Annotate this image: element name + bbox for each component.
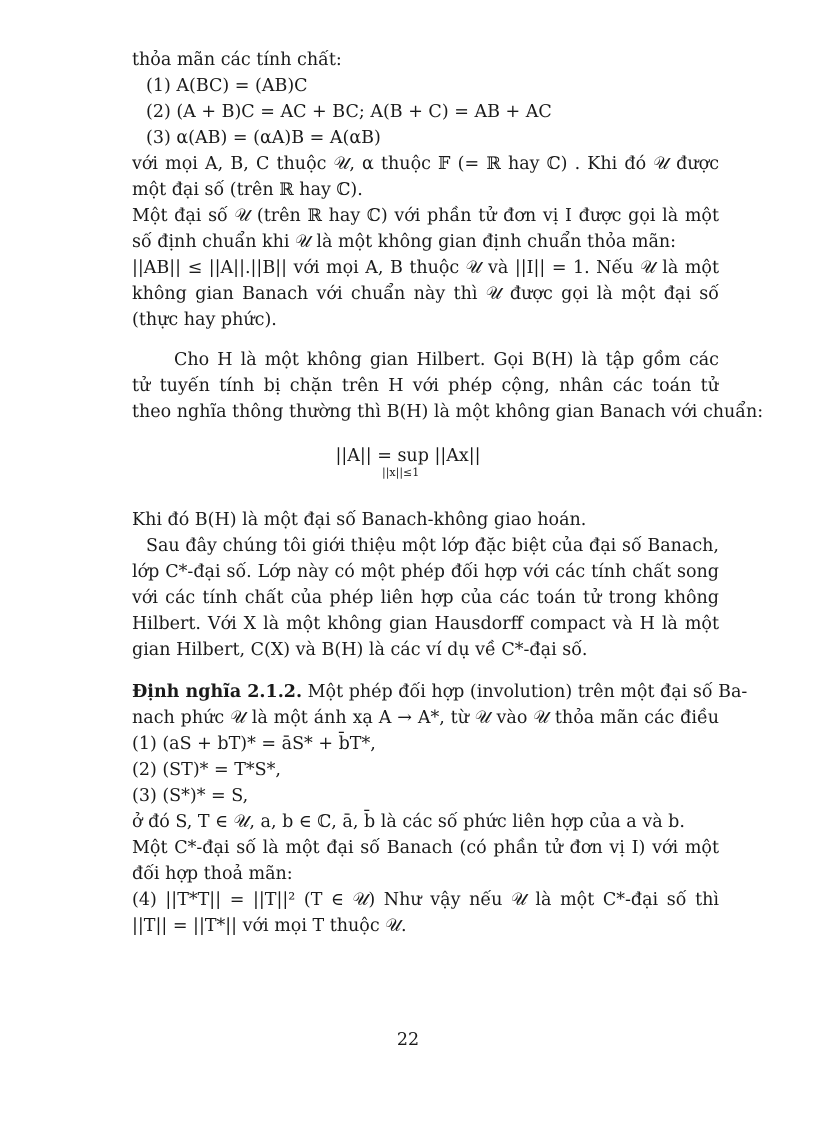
text-line: không gian Banach với chuẩn này thì 𝒰 được gọi là một đại số — [132, 284, 719, 304]
paragraph-start: Cho H là một không gian Hilbert. Gọi B(H) là tập gồm các — [174, 350, 719, 370]
text-line: số định chuẩn khi 𝒰 là một không gian định chuẩn thỏa mãn: — [132, 232, 677, 252]
text-line: theo nghĩa thông thường thì B(H) là một không gian Banach với chuẩn: — [132, 402, 764, 422]
text-line: với các tính chất của phép liên hợp của các toán tử trong không — [132, 588, 719, 608]
text-line: gian Hilbert, C(X) và B(H) là các ví dụ về C*-đại số. — [132, 640, 588, 660]
text-line: tử tuyến tính bị chặn trên H với phép cộng, nhân các toán tử — [132, 376, 719, 396]
condition-4: (4) ||T*T|| = ||T||² (T ∈ 𝒰) Như vậy nếu 𝒰 là một C*-đại số thì — [132, 890, 719, 910]
text-line: Một đại số 𝒰 (trên ℝ hay ℂ) với phần tử đơn vị I được gọi là một — [132, 206, 719, 226]
text-line: thỏa mãn các tính chất: — [132, 50, 342, 70]
definition-label: Định nghĩa 2.1.2. — [132, 682, 303, 702]
text-line: đối hợp thoả mãn: — [132, 864, 293, 884]
text-line: Khi đó B(H) là một đại số Banach-không giao hoán. — [132, 510, 587, 530]
condition-3: (3) (S*)* = S, — [132, 786, 249, 806]
property-2: (2) (A + B)C = AC + BC; A(B + C) = AB + AC — [146, 102, 552, 122]
definition-heading — [132, 680, 747, 704]
text-line: ở đó S, T ∈ 𝒰, a, b ∈ ℂ, ā, b̄ là các số phức liên hợp của a và b. — [132, 812, 685, 832]
paragraph-start: Sau đây chúng tôi giới thiệu một lớp đặc biệt của đại số Banach, — [146, 536, 719, 556]
condition-1: (1) (aS + bT)* = āS* + b̄T*, — [132, 734, 376, 754]
property-1: (1) A(BC) = (AB)C — [146, 76, 308, 96]
text-line: nach phức 𝒰 là một ánh xạ A → A*, từ 𝒰 vào 𝒰 thỏa mãn các điều — [132, 708, 719, 728]
sup-subscript: ||x||≤1 — [382, 466, 420, 479]
page-number: 22 — [396, 1030, 420, 1050]
text-line: lớp C*-đại số. Lớp này có một phép đối hợp với các tính chất song — [132, 562, 719, 582]
text-line: với mọi A, B, C thuộc 𝒰, α thuộc 𝔽 (= ℝ hay ℂ) . Khi đó 𝒰 được — [132, 154, 719, 174]
text-line: Một C*-đại số là một đại số Banach (có phần tử đơn vị I) với một — [132, 838, 719, 858]
norm-equation: ||A|| = sup ||Ax|| — [335, 446, 481, 466]
text-line: một đại số (trên ℝ hay ℂ). — [132, 180, 363, 200]
text-line: ||T|| = ||T*|| với mọi T thuộc 𝒰. — [132, 916, 407, 936]
condition-2: (2) (ST)* = T*S*, — [132, 760, 281, 780]
text-line: ||AB|| ≤ ||A||.||B|| với mọi A, B thuộc 𝒰 và ||I|| = 1. Nếu 𝒰 là một — [132, 258, 719, 278]
text-line: (thực hay phức). — [132, 310, 277, 330]
text-line: Hilbert. Với X là một không gian Hausdorff compact và H là một — [132, 614, 719, 634]
property-3: (3) α(AB) = (αA)B = A(αB) — [146, 128, 381, 148]
definition-text: Một phép đối hợp (involution) trên một đại số Ba- — [307, 682, 748, 702]
